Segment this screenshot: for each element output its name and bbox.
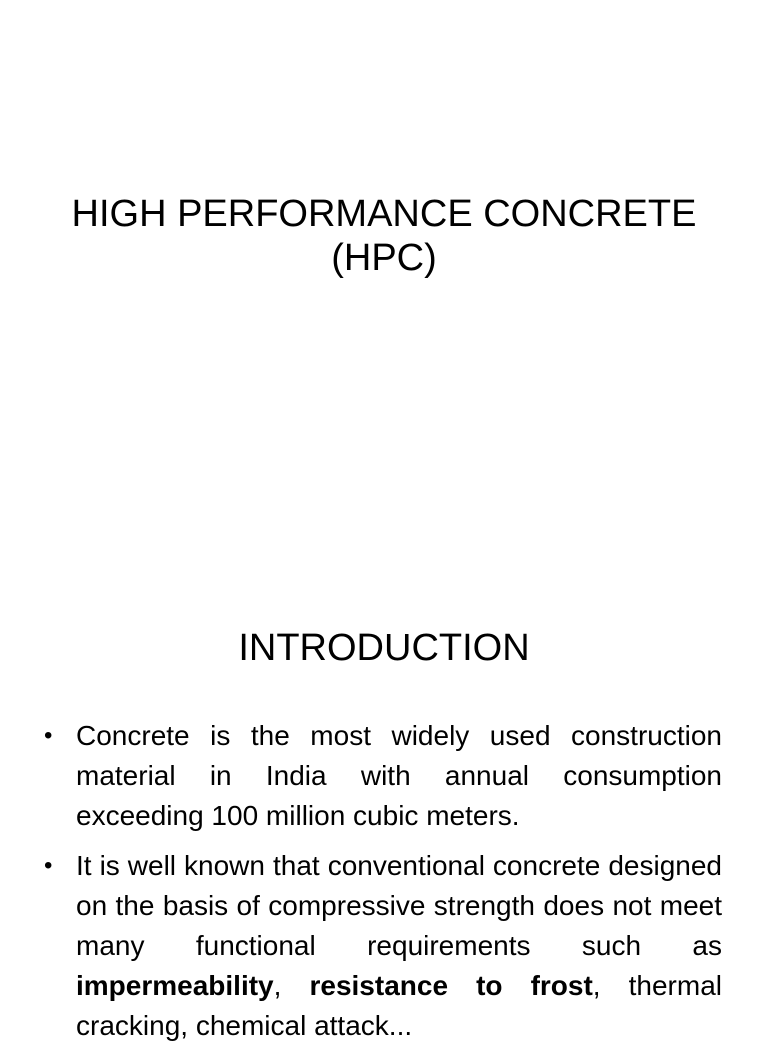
bullet-text-2-start: It is well known that conventional concrete designed on the basis of compressive strength does not meet many functional requirements such as [76, 850, 722, 961]
bullet-dot-icon: • [44, 852, 53, 879]
introduction-slide [0, 560, 768, 1041]
bullet-item-2 [40, 846, 722, 1046]
bullet-text-1: Concrete is the most widely used construction material in India with annual consumption exceeding 100 million cubic meters. [76, 720, 722, 831]
bullet-text-2-bold-1: impermeability [76, 970, 274, 1001]
title-line-2: (HPC) [331, 237, 437, 279]
slide-title [0, 192, 768, 280]
bullet-text-2-bold-2: resistance to frost [309, 970, 593, 1001]
bullet-list [40, 716, 722, 1056]
bullet-text-2-sep: , [273, 970, 310, 1001]
bullet-dot-icon: • [44, 722, 53, 749]
bullet-text-2-end: , thermal cracking, chemical attack... [76, 970, 722, 1041]
title-line-1: HIGH PERFORMANCE CONCRETE [71, 193, 697, 235]
bullet-item-1 [40, 716, 722, 836]
slide-heading: INTRODUCTION [238, 627, 530, 669]
